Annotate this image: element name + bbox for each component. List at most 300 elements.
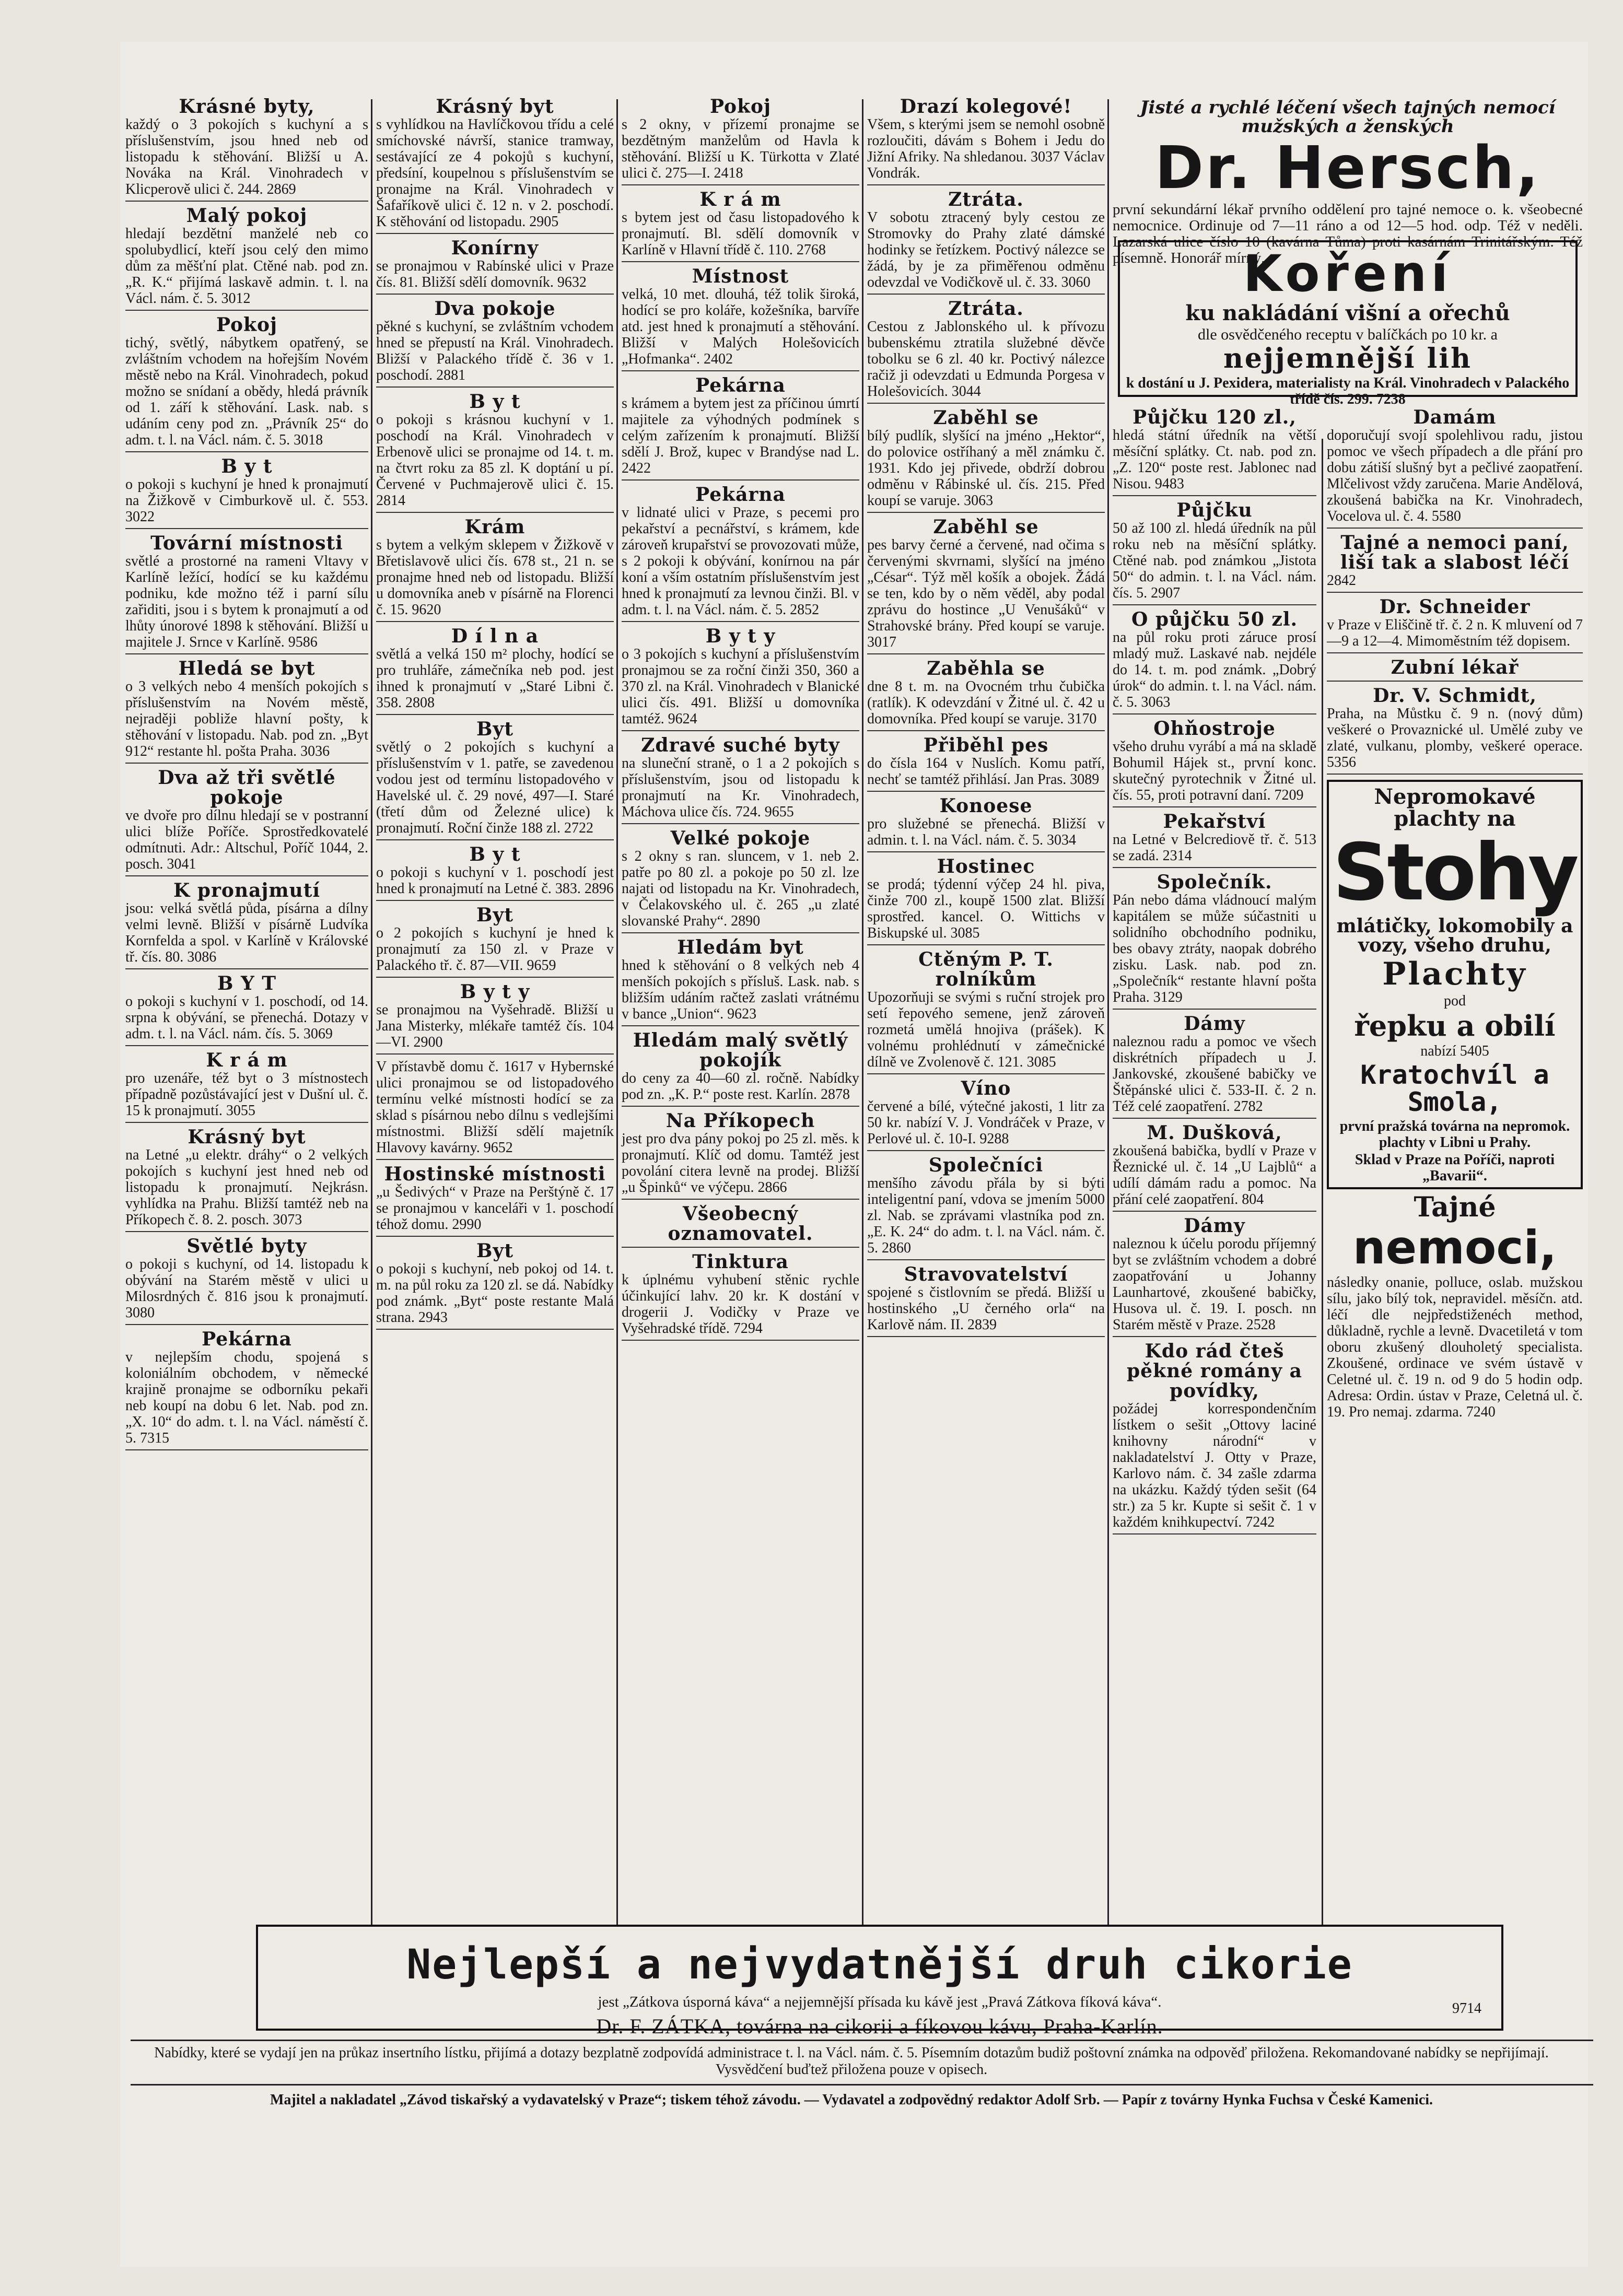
column-rule xyxy=(1322,439,1323,1959)
ad-title: Velké pokoje xyxy=(670,827,811,849)
ad-separator xyxy=(125,763,368,764)
ad-body: Všem, s kterými jsem se nemohl osobně rozloučiti, dávám s Bohem i Jedu do Jižní Afriky. Na shledanou. 3037 Václav Vondrák. xyxy=(867,116,1105,181)
classified-ad xyxy=(622,1252,859,1341)
ad-separator xyxy=(1327,652,1583,653)
ad-title: Všeobecný oznamovatel. xyxy=(668,1203,813,1245)
classified-ad xyxy=(1327,533,1583,593)
ad-title: Krám xyxy=(464,516,526,538)
ad-body: jsou: velká světlá půda, písárna a dílny velmi levně. Bližší v písárně Ludvíka Kornfelda a spol. v Karlíně v Královské tř. čís. 80. 3086 xyxy=(125,900,368,965)
ad-separator xyxy=(867,730,1105,731)
koreni-title: Koření xyxy=(1243,244,1453,303)
tajne-ad xyxy=(1327,1193,1583,1420)
classified-ad xyxy=(125,1050,368,1123)
ad-separator xyxy=(376,1159,614,1160)
classified-ad xyxy=(125,881,368,969)
ad-title: Zaběhl se xyxy=(933,516,1039,538)
ad-title: Místnost xyxy=(692,265,789,287)
classified-ad xyxy=(376,626,614,715)
ad-separator xyxy=(867,403,1105,404)
column-1 xyxy=(125,97,368,1956)
ad-title: Hostinské místnosti xyxy=(384,1163,606,1185)
ad-title: Ztráta. xyxy=(948,298,1024,320)
classified-ad xyxy=(376,982,614,1055)
ad-title: K r á m xyxy=(699,189,781,210)
ad-body: jest pro dva pány pokoj po 25 zl. měs. k pronajmutí. Klíč od domu. Tamtéž jest povolání citera levně na prodej. Bližší „u Špinků“ ve výčepu. 2866 xyxy=(622,1131,859,1196)
ad-title: O půjčku 50 zl. xyxy=(1131,608,1298,630)
stohy-l7: první pražská továrna na nepromok. plachty v Libni u Prahy. xyxy=(1339,1118,1570,1151)
ad-title: D í l n a xyxy=(451,625,539,647)
stohy-l4: řepku a obilí xyxy=(1354,1009,1556,1043)
ad-body: doporučují svojí spolehlivou radu, jistou pomoc ve všech případech a dle přání pro dobu zátiší slušný byt a pečlivé zaopatření. Mlčelivost vždy zaručena. Marie Andělová, zkoušená babička na Kr. Vinohradech, Vocelova ul. č. 4. 5580 xyxy=(1327,427,1583,524)
ad-separator xyxy=(1327,681,1583,682)
ad-separator xyxy=(867,1073,1105,1074)
classified-ad xyxy=(1113,719,1316,807)
footer-rule xyxy=(131,2084,1593,2086)
ad-separator xyxy=(1113,1211,1316,1212)
ad-body: pes barvy černé a červené, nad očima s červenými skvrnami, slyšící na jméno „César“. Týž měl košík a obojek. Žádá se ten, kdo by o něm věděl, aby podal zprávu do hostince „U Venušáků“ v Strahovské brány. Před koupí se varuje. 3017 xyxy=(867,537,1105,650)
ad-body: o 2 pokojích s kuchyní je hned k pronajmutí za 150 zl. v Praze v Palackého tř. č. 87—VII. 9659 xyxy=(376,925,614,974)
ad-separator xyxy=(622,261,859,262)
stohy-l1: mlátičky, lokomobily a vozy, všeho druhu, xyxy=(1336,915,1573,957)
ad-body: na půl roku proti záruce prosí mladý muž. Laskavé nab. nejdéle do 14. t. m. pod známk. „Dobrý úrok“ do admin. t. l. na Václ. nám. č. 5. 3063 xyxy=(1113,629,1316,710)
ad-separator xyxy=(622,932,859,933)
footer-rule xyxy=(131,2040,1593,2041)
classified-ad xyxy=(867,1264,1105,1337)
ad-title: Malý pokoj xyxy=(186,205,308,227)
classified-ad xyxy=(376,238,614,295)
ad-separator xyxy=(622,730,859,731)
ad-title: Společník. xyxy=(1157,871,1272,893)
ad-title: Víno xyxy=(961,1077,1011,1099)
column-5-left xyxy=(1113,407,1316,1953)
ad-title: Tovární místnosti xyxy=(150,532,343,554)
classified-ad xyxy=(1327,407,1583,529)
ad-title: Ctěným P. T. rolníkům xyxy=(918,948,1054,990)
ad-title: M. Dušková, xyxy=(1147,1122,1282,1144)
ad-separator xyxy=(867,851,1105,852)
ad-body: červené a bílé, výtečné jakosti, 1 litr za 50 kr. nabízí V. J. Vondráček v Praze, v Perlové ul. č. 10-I. 9288 xyxy=(867,1098,1105,1147)
ad-title: Půjčku xyxy=(1176,499,1253,521)
classified-ad xyxy=(1113,1123,1316,1212)
ad-title: Byt xyxy=(476,718,513,740)
tajne-title2: nemoci, xyxy=(1352,1221,1557,1275)
ad-separator xyxy=(376,386,614,388)
classified-ad xyxy=(622,828,859,933)
column-5-right xyxy=(1327,407,1583,1953)
ad-title: Zaběhla se xyxy=(927,658,1045,680)
ad-separator xyxy=(376,621,614,622)
ad-body: V přístavbě domu č. 1617 v Hybernské ulici pronajmou se od listopadového termínu velké místnosti hodící se za sklad s písárnou nebo dílnu s vedlejšími místnostmi. Bližší sdělí majetník Hlavovy kavárny. 9652 xyxy=(376,1059,614,1156)
ad-separator xyxy=(1327,528,1583,529)
classified-ad xyxy=(125,315,368,452)
classified-ad xyxy=(1113,500,1316,605)
classified-ad xyxy=(867,1079,1105,1151)
classified-ad xyxy=(622,190,859,262)
ad-body: Praha, na Můstku č. 9 n. (nový dům) veškeré o Provaznické ul. Umělé zuby ve zlaté, vulkanu, plomby, veškeré operace. 5356 xyxy=(1327,706,1583,770)
tajne-body: následky onanie, polluce, oslab. mužskou sílu, jako bílý tok, nepravidel. měsíčn. atd. léčí dle nejpředstiženéch method, důkladně, rychle a levně. Dvacetiletá v tom oboru zkušený dlouholetý specialista. Zkoušené, ordinace ve svém ústavě v Celetné ul. č. 19 n. od 9 do 5 hodin odp. Adresa: Ordin. ústav v Praze, Celetná ul. č. 19. Pro nemaj. zdarma. 7240 xyxy=(1327,1274,1583,1420)
ad-separator xyxy=(867,512,1105,513)
ad-separator xyxy=(125,528,368,529)
classified-ad xyxy=(376,299,614,388)
koreni-line4: k dostání u J. Pexidera, materialisty na Král. Vinohradech v Palackého třídě čís. 299. 7238 xyxy=(1126,375,1570,408)
ad-separator xyxy=(867,944,1105,945)
column-4 xyxy=(867,97,1105,1956)
ad-title: Hostinec xyxy=(937,856,1035,877)
classified-ad xyxy=(125,1236,368,1325)
hersch-top: Jisté a rychlé léčení všech tajných nemocí mužských a ženských xyxy=(1140,97,1556,137)
ad-title: Byt xyxy=(476,904,513,926)
ad-title: Zaběhl se xyxy=(933,407,1039,429)
classified-ad xyxy=(125,206,368,311)
ad-separator xyxy=(622,823,859,824)
ad-title: Konírny xyxy=(451,237,539,259)
classified-ad xyxy=(622,626,859,731)
ad-body: naleznou k účelu porodu příjemný byt se zvláštním vchodem a dobré zaopatřování u Johanny Launhartové, zkoušené babičky, Husova ul. č. 19. I. posch. nn Starém městě v Praze. 2528 xyxy=(1113,1236,1316,1333)
classified-ad xyxy=(867,796,1105,852)
ad-separator xyxy=(125,1231,368,1232)
ad-separator xyxy=(376,714,614,715)
ad-body: všeho druhu vyrábí a má na skladě Bohumil Hájek st., první konc. skutečný pyrotechnik v Žitné ul. čís. 55, proti potravní daní. 7209 xyxy=(1113,739,1316,803)
koreni-ad xyxy=(1118,240,1578,408)
ad-title: Zdravé suché byty xyxy=(641,734,840,756)
ad-separator xyxy=(1113,713,1316,714)
ad-body: světlý o 2 pokojích s kuchyní a příslušenstvím v 1. patře, se zavedenou vodou jest od termínu listopadového v Havelské ul. č. 29 nové, 497—I. Staré (třetí dům od Železné ulice) k pronajmutí. Roční činže 188 zl. 2722 xyxy=(376,739,614,836)
ad-separator xyxy=(125,1122,368,1123)
footer-notice: Nabídky, které se vydají jen na průkaz insertního lístku, přijímá a dotazy bezplatně zodpovídá administrace t. l. na Václ. nám. č. 5. Písemním dotazům budiž poštovní známka na odpověď přiložena. Rekomandované nabídky se nepřijímají. Vysvědčení buďtež přiložena pouze v opisech. xyxy=(154,2045,1549,2078)
ad-body: spojené s čistlovním se předá. Bližší u hostinského „U černého orla“ na Karlově nám. II. 2839 xyxy=(867,1284,1105,1333)
ad-body: na sluneční straně, o 1 a 2 pokojích s příslušenstvím, jsou od listopadu k pronajmutí na Kr. Vinohradech, Máchova ulice čís. 724. 9655 xyxy=(622,755,859,820)
ad-title: Světlé byty xyxy=(186,1235,307,1257)
ad-body: hledají bezdětní manželé neb co spolubydlicí, kteří jsou celý den mimo dům za měšťní plat. Ctěné nab. pod zn. „R. K.“ přijímá laskavě admin. t. l. na Václ. nám. č. 5. 3012 xyxy=(125,226,368,307)
stohy-l6: Kratochvíl a Smola, xyxy=(1360,1059,1549,1118)
koreni-line1: ku nakládání višní a ořechů xyxy=(1185,300,1510,325)
ad-separator xyxy=(622,1025,859,1026)
cikorie-title: Nejlepší a nejvydatnější druh cikorie xyxy=(406,1941,1353,1988)
ad-title: Tajné a nemoci paní, liší tak a slabost léčí xyxy=(1340,532,1570,573)
classified-ad xyxy=(376,517,614,622)
ad-separator xyxy=(125,653,368,654)
ad-title: Na Příkopech xyxy=(665,1110,815,1132)
ad-body: do ceny za 40—60 zl. ročně. Nabídky pod zn. „K. P.“ poste rest. Karlín. 2878 xyxy=(622,1070,859,1103)
ad-separator xyxy=(376,1329,614,1330)
ad-title: Stravovatelství xyxy=(904,1263,1068,1285)
classified-ad xyxy=(125,1127,368,1232)
classified-ad xyxy=(376,97,614,234)
ad-title: Hledám malý světlý pokojík xyxy=(633,1029,848,1071)
stohy-l8: Sklad v Praze na Poříči, naproti „Bavarii“. xyxy=(1355,1151,1555,1184)
classified-ad xyxy=(867,190,1105,295)
classified-ad xyxy=(376,845,614,901)
classified-ad xyxy=(1327,597,1583,653)
ad-body: o pokoji s kuchyní v 1. poschodí, od 14. srpna k obývání, se přenechá. Dotazy v adm. t. l. na Václ. nám. čís. 5. 3069 xyxy=(125,993,368,1042)
ad-separator xyxy=(376,977,614,978)
cikorie-ad xyxy=(256,1925,1503,2038)
ad-body: hledá státní úředník na větší měsíční splátky. Ct. nab. pod zn. „Z. 120“ poste rest. Jablonec nad Nisou. 9483 xyxy=(1113,427,1316,492)
classified-ad xyxy=(867,97,1105,185)
ad-body: naleznou radu a pomoc ve všech diskrétních případech u J. Jankovské, zkoušené babičky ve Štěpánské ulici č. 533-II. č. 2 n. Též celé zaopatření. 2782 xyxy=(1113,1034,1316,1115)
hersch-name: Dr. Hersch, xyxy=(1154,134,1541,203)
ad-title: Damám xyxy=(1413,406,1497,428)
ad-separator xyxy=(125,310,368,311)
ad-body: Upozorňuji se svými s ruční strojek pro setí řepového semene, jenž zároveň rozmetá umělá hnojiva (prášek). K volnému prohlédnutí v zámečnické dílně ve Zvolenově č. 121. 3085 xyxy=(867,989,1105,1070)
cikorie-maker: Dr. F. ZÁTKA, továrna na cikorii a fíkovou kávu, Praha-Karlín. xyxy=(596,2014,1163,2038)
classified-ad xyxy=(1113,1341,1316,1534)
ad-body: hned k stěhování o 8 velkých neb 4 menších pokojích s přísluš. Lask. nab. s bližším udáním račtež zaslati vrátnému v bance „Union“. 9623 xyxy=(622,957,859,1022)
ad-body: o pokoji s kuchyní v 1. poschodí jest hned k pronajmutí na Letné č. 383. 2896 xyxy=(376,864,614,897)
ad-body: o 3 pokojích s kuchyní a příslušenstvím pronajmou se za roční činži 350, 360 a 370 zl. na Král. Vinohradech v Blanické ulici čís. 491. Bližší u domovníka tamtéž. 9624 xyxy=(622,646,859,727)
ad-body: „u Šedivých“ v Praze na Perštýně č. 17 se pronajmou v kanceláři v 1. poschodí téhož domu. 2990 xyxy=(376,1184,614,1233)
ad-separator xyxy=(867,1150,1105,1151)
ad-separator xyxy=(125,201,368,202)
ad-separator xyxy=(376,512,614,513)
ad-body: dne 8 t. m. na Ovocném trhu čubička (ratlík). K odevzdání v Žitné ul. č. 42 u domovníka. Před koupí se varuje. 3170 xyxy=(867,678,1105,727)
stohy-ad xyxy=(1327,780,1583,1189)
ad-body: s vyhlídkou na Havlíčkovou třídu a celé smíchovské návrší, stanice tramway, sestávající ze 4 pokojů s kuchyní, předsíní, koupelnou s příslušenstvím se pronajme na Král. Vinohradech v Šafaříkově ulici č. 12 n. v 2. poschodí. K stěhování od listopadu. 2905 xyxy=(376,116,614,230)
ad-body: k úplnému vyhubení stěnic rychle účinkující lahv. 20 kr. K dostání v drogerii J. Vodičky v Praze ve Vyšehradské třídě. 7294 xyxy=(622,1272,859,1337)
classified-ad xyxy=(376,905,614,978)
ad-body: o pokoji s kuchyní, od 14. listopadu k obývání na Starém městě v ulici u Milosrdných č. 816 jsou k pronajmutí. 3080 xyxy=(125,1256,368,1321)
ad-body: požádej korrespondenčním lístkem o sešit „Ottovy laciné knihovny národní“ v nakladatelství J. Otty v Praze, Karlovo nám. č. 34 zašle zdarma na ukázku. Každý týden sešit (64 str.) za 5 kr. Kupte si sešit č. 1 v každém knihkupectví. 7242 xyxy=(1113,1401,1316,1530)
ad-title: Hledá se byt xyxy=(178,658,316,680)
ad-body: s krámem a bytem jest za příčinou úmrtí majitele za výhodných podmínek s celým zařízením k pronajmutí. Bližší sdělí J. Brož, kupec v Brandýse nad L. 2422 xyxy=(622,395,859,476)
ad-separator xyxy=(1113,495,1316,496)
ad-body: každý o 3 pokojích s kuchyní a s příslušenstvím, jsou hned neb od listopadu k stěhování. Bližší u A. Nováka na Král. Vinohradech v Klicperově ulici č. 244. 2869 xyxy=(125,116,368,197)
column-rule xyxy=(371,99,372,1959)
classified-ad xyxy=(867,517,1105,654)
ad-title: K pronajmutí xyxy=(173,880,321,901)
ad-separator xyxy=(867,791,1105,792)
ad-body: do čísla 164 v Nuslích. Komu patří, nechť se tamtéž přihlásí. Jan Pras. 3089 xyxy=(867,755,1105,788)
ad-body: tichý, světlý, nábytkem opatřený, se zvláštním vchodem na hořejším Novém městě nebo na Král. Vinohradech, pokud možno se snídaní a obědy, hledá právník od 1. září k stěhování. Lask. nab. s udáním ceny pod zn. „Právník 25“ do adm. t. l. na Václ. nám. č. 5. 3018 xyxy=(125,335,368,448)
classified-ad xyxy=(622,97,859,185)
ad-title: Krásné byty, xyxy=(179,96,315,118)
ad-body: se prodá; týdenní výčep 24 hl. piva, činže 700 zl., koupě 1500 zlat. Bližší sprostřed. kancel. O. Wittichs v Biskupské ul. 3085 xyxy=(867,876,1105,941)
ad-title: Přiběhl pes xyxy=(923,734,1049,756)
ad-separator xyxy=(376,233,614,234)
ad-separator xyxy=(622,370,859,371)
ad-body: velká, 10 met. dlouhá, též tolik široká, hodící se pro koláře, kožešníka, barvíře atd. jest hned k pronajmutí a stěhování. Bližší v Malých Holešovicích „Hofmanka“. 2402 xyxy=(622,286,859,367)
column-3 xyxy=(622,97,859,1956)
ad-title: Ztráta. xyxy=(948,189,1024,210)
ad-body: o 3 velkých nebo 4 menších pokojích s příslušenstvím na Novém městě, nejraději pobliže hlavní pošty, k stěhování v listopadu. Nab. pod zn. „Byt 912“ restante hl. pošta Praha. 3036 xyxy=(125,678,368,759)
ad-title: Hledám byt xyxy=(677,936,804,958)
ad-body: v lidnaté ulici v Praze, s pecemi pro pekařství a pecnářství, s krámem, kde zároveň krupařství se provozovati může, s 2 pokoji k obývání, konírnou na pár koní a vším ostatním příslušenstvím jest hned k pronajmutí za levnou činži. Bl. v adm. t. l. na Václ. nám. č. 5. 2852 xyxy=(622,505,859,618)
ad-title: Společníci xyxy=(928,1154,1044,1176)
ad-separator xyxy=(867,294,1105,295)
hersch-ad xyxy=(1113,97,1583,266)
classified-ad xyxy=(125,1329,368,1450)
classified-ad xyxy=(867,299,1105,404)
ad-body: o pokoji s krásnou kuchyní v 1. poschodí na Král. Vinohradech v Erbenově ulici se pronajme od 14. t. m. na čtvrt roku za 85 zl. K doptání u pí. Červené v Puchmajerově ulici č. 15. 2814 xyxy=(376,412,614,509)
classified-ad xyxy=(622,1030,859,1107)
classified-ad xyxy=(1113,1216,1316,1337)
stohy-l5: nabízí 5405 xyxy=(1420,1042,1489,1059)
ad-separator xyxy=(1113,1009,1316,1010)
koreni-line2: dle osvědčeného receptu v balíčkách po 10 kr. a xyxy=(1198,325,1498,343)
ad-title: Pekárna xyxy=(695,374,786,396)
classified-ad xyxy=(1113,610,1316,714)
ad-body: pěkné s kuchyní, se zvláštním vchodem hned se přepustí na Král. Vinohradech. Bližší v Palackého třídě č. 36 v 1. poschodí. 2881 xyxy=(376,319,614,383)
ad-separator xyxy=(376,900,614,901)
ad-separator xyxy=(1327,774,1583,775)
classified-ad xyxy=(125,533,368,654)
ad-body: světlé a prostorné na rameni Vltavy v Karlíně ležící, hodící se ku každému podniku, kde možno též i parní sílu zařiditi, jsou i s bytem k pronajmutí a od lhůty únorové 1898 k stěhování. Bližší u majitele J. Srnce v Karlíně. 9586 xyxy=(125,553,368,650)
ad-title: Dr. V. Schmidt, xyxy=(1373,685,1537,707)
classified-ad xyxy=(867,659,1105,731)
ad-title: B y t xyxy=(469,391,521,413)
hersch-body: první sekundární lékař prvního oddělení pro tajné nemoce o. k. všeobecné nemocnice. Ordinuje od 7—11 ráno a od 12—5 hod. odp. Též v neděli. Lazarská ulice číslo 10 (kavárna Tůma) proti kasárnám Trinitářským. Též písemně. Honorář mírný. xyxy=(1113,201,1583,266)
ad-body: V sobotu ztracený byly cestou ze Stromovky do Prahy zlaté dámské hodinky se řetízkem. Poctivý nálezce se žádá, by je za přiměřenou odměnu odevzdal ve Vodičkově ul. č. 33. 3060 xyxy=(867,209,1105,290)
classified-ad xyxy=(1113,1014,1316,1119)
ad-title: Dva až tři světlé pokoje xyxy=(158,767,336,809)
ad-body: s 2 okny s ran. sluncem, v 1. neb 2. patře po 80 zl. a pokoje po 50 zl. lze najati od listopadu na Kr. Vinohradech, v Čelakovského ul. č. 265 „u zlaté slovanské Prahy“. 2890 xyxy=(622,848,859,929)
ad-title: Konoese xyxy=(939,795,1033,817)
ad-separator xyxy=(622,1340,859,1341)
ad-title: Drazí kolegové! xyxy=(900,96,1072,118)
classified-ad xyxy=(622,266,859,371)
stohy-l3: pod xyxy=(1444,993,1466,1010)
classified-ad xyxy=(867,1155,1105,1260)
classified-ad xyxy=(867,735,1105,792)
column-rule xyxy=(616,99,618,1959)
ad-title: Pekárna xyxy=(695,484,786,506)
classified-ad xyxy=(867,857,1105,945)
ad-title: B y t y xyxy=(705,625,776,647)
column-rule xyxy=(862,99,863,1959)
ad-separator xyxy=(376,294,614,295)
classified-ad xyxy=(622,735,859,824)
ad-title: B y t y xyxy=(460,981,530,1003)
ad-title: Byt xyxy=(476,1240,513,1262)
classified-ad xyxy=(1113,812,1316,868)
stohy-word: Stohy xyxy=(1333,827,1577,918)
ad-title: Pekárna xyxy=(202,1328,292,1350)
classified-ad xyxy=(622,376,859,481)
ad-title: Dámy xyxy=(1184,1215,1245,1237)
ad-separator xyxy=(622,1106,859,1107)
ad-separator xyxy=(1113,806,1316,807)
stohy-head: Nepromokavé plachty na xyxy=(1374,784,1536,831)
classified-ad xyxy=(125,659,368,764)
tajne-title: Tajné xyxy=(1414,1191,1496,1223)
ad-body: menšího závodu přála by si býti inteligentní paní, vdova se jmením 5000 zl. Nab. se zprávami vlastníka pod zn. „E. K. 24“ do adm. t. l. na Václ. nám. č. 5. 2860 xyxy=(867,1175,1105,1256)
classified-ad xyxy=(622,1111,859,1200)
ad-title: B Y T xyxy=(217,973,276,994)
ad-body: Cestou z Jablonského ul. k přívozu bubenskému ztratila služebné děvče tobolku se 6 zl. 40 kr. Poctivý nálezce račiž ji odevzdati u Edmunda Porgesa v Holešovicích. 3044 xyxy=(867,319,1105,400)
classified-ad xyxy=(125,97,368,202)
ad-body: v nejlepším chodu, spojená s koloniálním obchodem, v německé krajině pronajme se odborníku pekaři neb koupí na dobu 6 let. Nab. pod zn. „X. 10“ do adm. t. l. na Václ. náměstí č. 5. 7315 xyxy=(125,1349,368,1446)
ad-title: Krásný byt xyxy=(436,96,554,118)
classified-ad xyxy=(1327,658,1583,682)
ad-title: Krásný byt xyxy=(188,1126,306,1148)
ad-title: K r á m xyxy=(206,1049,288,1071)
ad-separator xyxy=(622,184,859,185)
ad-body: pro služebné se přenechá. Bližší v admin. t. l. na Václ. nám. č. 5. 3034 xyxy=(867,816,1105,848)
classified-ad xyxy=(376,1164,614,1237)
ad-separator xyxy=(376,839,614,840)
stohy-l2: Plachty xyxy=(1382,956,1527,993)
ad-separator xyxy=(622,1247,859,1248)
classified-ad xyxy=(1113,872,1316,1010)
ad-body: s 2 okny, v přízemí pronajme se bezdětným manželům od Havla k stěhování. Bližší u K. Türkotta v Zlaté ulici č. 275—I. 2418 xyxy=(622,116,859,181)
ad-separator xyxy=(622,621,859,622)
ad-title: Dva pokoje xyxy=(434,298,556,320)
ad-body: na Letné „u elektr. dráhy“ o 2 velkých pokojích s kuchyní jest hned neb od listopadu k pronajmutí. Nejkrásn. vyhlídka na Prahu. Bližší tamtéž neb na Příkopech č. 8. 2. posch. 3073 xyxy=(125,1147,368,1228)
classified-ad xyxy=(125,768,368,876)
classified-ad xyxy=(376,1241,614,1330)
ad-separator xyxy=(125,1449,368,1450)
ad-body: ve dvoře pro dílnu hledají se v postranní ulici blíže Poříče. Sprostředkovatelé odmítnuti. Adr.: Altschul, Poříč 1044, 2. posch. 3041 xyxy=(125,807,368,872)
ad-body: se pronajmou v Rabínské ulici v Praze čís. 81. Bližší sdělí domovník. 9632 xyxy=(376,258,614,290)
ad-title: Zubní lékař xyxy=(1391,657,1519,678)
ad-body: světlá a velká 150 m² plochy, hodící se pro truhláře, zámečníka neb pod. jest ihned k pronajmutí v „Staré Libni č. 358. 2808 xyxy=(376,646,614,711)
koreni-line3: nejjemnější lih xyxy=(1223,342,1472,374)
ad-body: na Letné v Belcrediově tř. č. 513 se zadá. 2314 xyxy=(1113,831,1316,864)
ad-title: Dámy xyxy=(1184,1013,1245,1035)
ad-title: B y t xyxy=(221,455,273,477)
cikorie-sub: jest „Zátkova úsporná káva“ a nejjemnější přísada ku kávě jest „Pravá Zátkova fíková káva“. xyxy=(598,1994,1162,2010)
ad-separator xyxy=(125,875,368,876)
ad-body: o pokoji s kuchyní je hned k pronajmutí na Žižkově v Cimburkově ul. č. 553. 3022 xyxy=(125,476,368,525)
cikorie-number: 9714 xyxy=(1452,2000,1481,2017)
ad-separator xyxy=(867,1336,1105,1337)
ad-separator xyxy=(1113,867,1316,868)
classified-ad xyxy=(376,1059,614,1160)
ad-title: Tinktura xyxy=(692,1251,789,1273)
classified-ad xyxy=(376,392,614,513)
ad-separator xyxy=(125,451,368,452)
classified-ad xyxy=(1113,407,1316,496)
column-2 xyxy=(376,97,614,1956)
ad-separator xyxy=(867,1259,1105,1260)
ad-separator xyxy=(867,653,1105,654)
classified-ad xyxy=(125,456,368,529)
ad-separator xyxy=(622,1199,859,1200)
ad-separator xyxy=(1113,1118,1316,1119)
ad-separator xyxy=(376,1236,614,1237)
ad-title: Pekařství xyxy=(1163,811,1266,833)
classified-ad xyxy=(867,950,1105,1074)
classified-ad xyxy=(867,408,1105,513)
ad-body: 2842 xyxy=(1327,572,1356,589)
classified-ad xyxy=(1327,686,1583,775)
ad-body: zkoušená babička, bydlí v Praze v Řeznické ul. č. 14 „U Lajblů“ a udílí dámám radu a pomoc. Na přání celé zaopatření. 804 xyxy=(1113,1143,1316,1208)
ad-separator xyxy=(622,479,859,481)
ad-title: Půjčku 120 zl., xyxy=(1132,406,1297,428)
ad-title: Pokoj xyxy=(709,96,772,118)
column-rule xyxy=(1107,99,1109,1959)
ad-separator xyxy=(125,968,368,969)
ad-body: bílý pudlík, slyšící na jméno „Hektor“, do polovice ostříhaný a měl známku č. 1931. Kdo jej přivede, obdrží dobrou odměnu v Rábinské ul. čís. 215. Před koupí se varuje. 3063 xyxy=(867,428,1105,509)
ad-body: pro uzenáře, též byt o 3 místnostech případně pozůstávající jest v Dušní ul. č. 15 k pronajmutí. 3055 xyxy=(125,1070,368,1119)
ad-body: 50 až 100 zl. hledá úředník na půl roku neb na měsíční splátky. Ctěné nab. pod známkou „Jistota 50“ do admin. t. l. na Václ. nám. čís. 5. 2907 xyxy=(1113,520,1316,601)
classified-ad xyxy=(622,938,859,1026)
ad-separator xyxy=(867,184,1105,185)
classified-ad xyxy=(622,485,859,622)
ad-separator xyxy=(125,1045,368,1046)
ad-title: Ohňostroje xyxy=(1153,718,1276,740)
ad-body: se pronajmou na Vyšehradě. Bližší u Jana Misterky, mlékaře tamtéž čís. 104—VI. 2900 xyxy=(376,1002,614,1050)
ad-separator xyxy=(1113,1336,1316,1337)
ad-title: B y t xyxy=(469,844,521,865)
ad-separator xyxy=(125,1324,368,1325)
ad-body: s bytem a velkým sklepem v Žižkově v Břetislavově ulici čís. 678 st., 21 n. se pronajme hned neb od listopadu. Bližší u domovníka aneb v písárně na Florenci č. 15. 9620 xyxy=(376,537,614,618)
ad-separator xyxy=(1113,604,1316,605)
ad-title: Dr. Schneider xyxy=(1379,596,1531,618)
ad-body: v Praze v Eliščině tř. č. 2 n. K mluvení od 7—9 a 12—4. Mimoměstním též dopisem. xyxy=(1327,617,1583,649)
classified-ad xyxy=(622,1204,859,1248)
ad-title: Pokoj xyxy=(216,314,278,336)
